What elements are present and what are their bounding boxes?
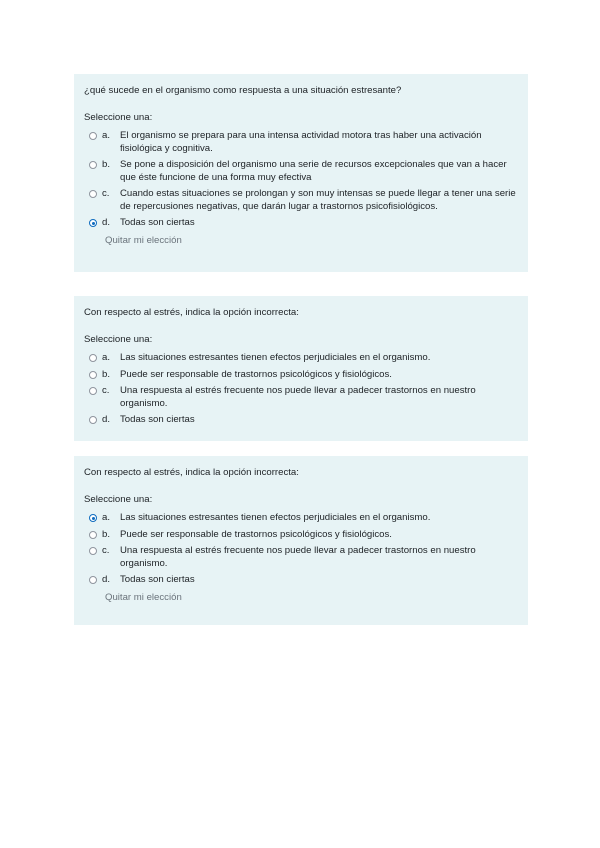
- answer-option-b[interactable]: [84, 529, 517, 542]
- radio-button[interactable]: [89, 161, 97, 169]
- answer-text[interactable]: Puede ser responsable de trastornos psicológicos y fisiológicos.: [120, 368, 392, 380]
- select-prompt: Seleccione una:: [84, 494, 153, 505]
- answer-letter: b.: [102, 159, 111, 170]
- radio-button[interactable]: [89, 576, 97, 584]
- select-prompt: Seleccione una:: [84, 112, 153, 123]
- clear-choice-link[interactable]: Quitar mi elección: [105, 234, 182, 246]
- answer-letter: a.: [102, 512, 111, 523]
- answer-text[interactable]: Todas son ciertas: [120, 217, 195, 228]
- answer-text[interactable]: Una respuesta al estrés frecuente nos puede llevar a padecer trastornos en nuestro organismo.: [120, 545, 476, 569]
- answer-option-b[interactable]: [84, 159, 517, 184]
- answer-list: [84, 352, 517, 427]
- answer-letter: d.: [102, 414, 111, 425]
- answer-option-d[interactable]: [84, 414, 517, 427]
- answer-option-c[interactable]: [84, 545, 517, 570]
- clear-choice-link[interactable]: Quitar mi elección: [105, 591, 182, 603]
- radio-button[interactable]: [89, 371, 97, 379]
- answer-text[interactable]: Las situaciones estresantes tienen efectos perjudiciales en el organismo.: [120, 352, 431, 363]
- answer-option-a[interactable]: [84, 130, 517, 155]
- radio-button[interactable]: [89, 190, 97, 198]
- question-text: Con respecto al estrés, indica la opción incorrecta:: [84, 467, 299, 478]
- answer-option-a[interactable]: [84, 512, 517, 525]
- answer-text[interactable]: Todas son ciertas: [120, 414, 195, 425]
- answer-text[interactable]: Las situaciones estresantes tienen efectos perjudiciales en el organismo.: [120, 512, 431, 523]
- radio-button[interactable]: [89, 547, 97, 555]
- answer-letter: d.: [102, 217, 111, 228]
- radio-button-selected[interactable]: [89, 219, 97, 227]
- answer-text[interactable]: El organismo se prepara para una intensa actividad motora tras haber una activación fisiológica y cognitiva.: [120, 130, 482, 154]
- answer-option-d[interactable]: [84, 217, 517, 230]
- answer-text[interactable]: Todas son ciertas: [120, 574, 195, 585]
- answer-text[interactable]: Cuando estas situaciones se prolongan y son muy intensas se puede llegar a tener una serie de repercusiones negativas, que darán lugar a trastornos psicofisiológicos.: [120, 188, 516, 212]
- answer-option-d[interactable]: [84, 574, 517, 587]
- answer-letter: c.: [102, 188, 110, 199]
- answer-letter: d.: [102, 574, 111, 585]
- answer-option-a[interactable]: [84, 352, 517, 365]
- answer-letter: b.: [102, 368, 111, 380]
- radio-button[interactable]: [89, 531, 97, 539]
- question-card: [74, 456, 528, 625]
- answer-letter: c.: [102, 385, 110, 396]
- answer-list: [84, 130, 517, 230]
- answer-option-c[interactable]: [84, 188, 517, 213]
- answer-text[interactable]: Puede ser responsable de trastornos psicológicos y fisiológicos.: [120, 528, 392, 540]
- question-text: ¿qué sucede en el organismo como respuesta a una situación estresante?: [84, 85, 402, 96]
- radio-button[interactable]: [89, 132, 97, 140]
- question-text: Con respecto al estrés, indica la opción incorrecta:: [84, 307, 299, 318]
- radio-button-selected[interactable]: [89, 514, 97, 522]
- radio-button[interactable]: [89, 387, 97, 395]
- radio-button[interactable]: [89, 416, 97, 424]
- select-prompt: Seleccione una:: [84, 334, 153, 345]
- question-card: [74, 74, 528, 272]
- answer-letter: b.: [102, 528, 111, 540]
- answer-letter: a.: [102, 130, 111, 141]
- answer-text[interactable]: Se pone a disposición del organismo una serie de recursos excepcionales que van a hacer que éste funcione de una forma muy efectiva: [120, 159, 507, 183]
- answer-option-c[interactable]: [84, 385, 517, 410]
- radio-button[interactable]: [89, 354, 97, 362]
- answer-option-b[interactable]: [84, 369, 517, 382]
- answer-text[interactable]: Una respuesta al estrés frecuente nos puede llevar a padecer trastornos en nuestro organismo.: [120, 385, 476, 409]
- answer-letter: a.: [102, 352, 111, 363]
- answer-letter: c.: [102, 545, 110, 556]
- question-card: [74, 296, 528, 441]
- answer-list: [84, 512, 517, 587]
